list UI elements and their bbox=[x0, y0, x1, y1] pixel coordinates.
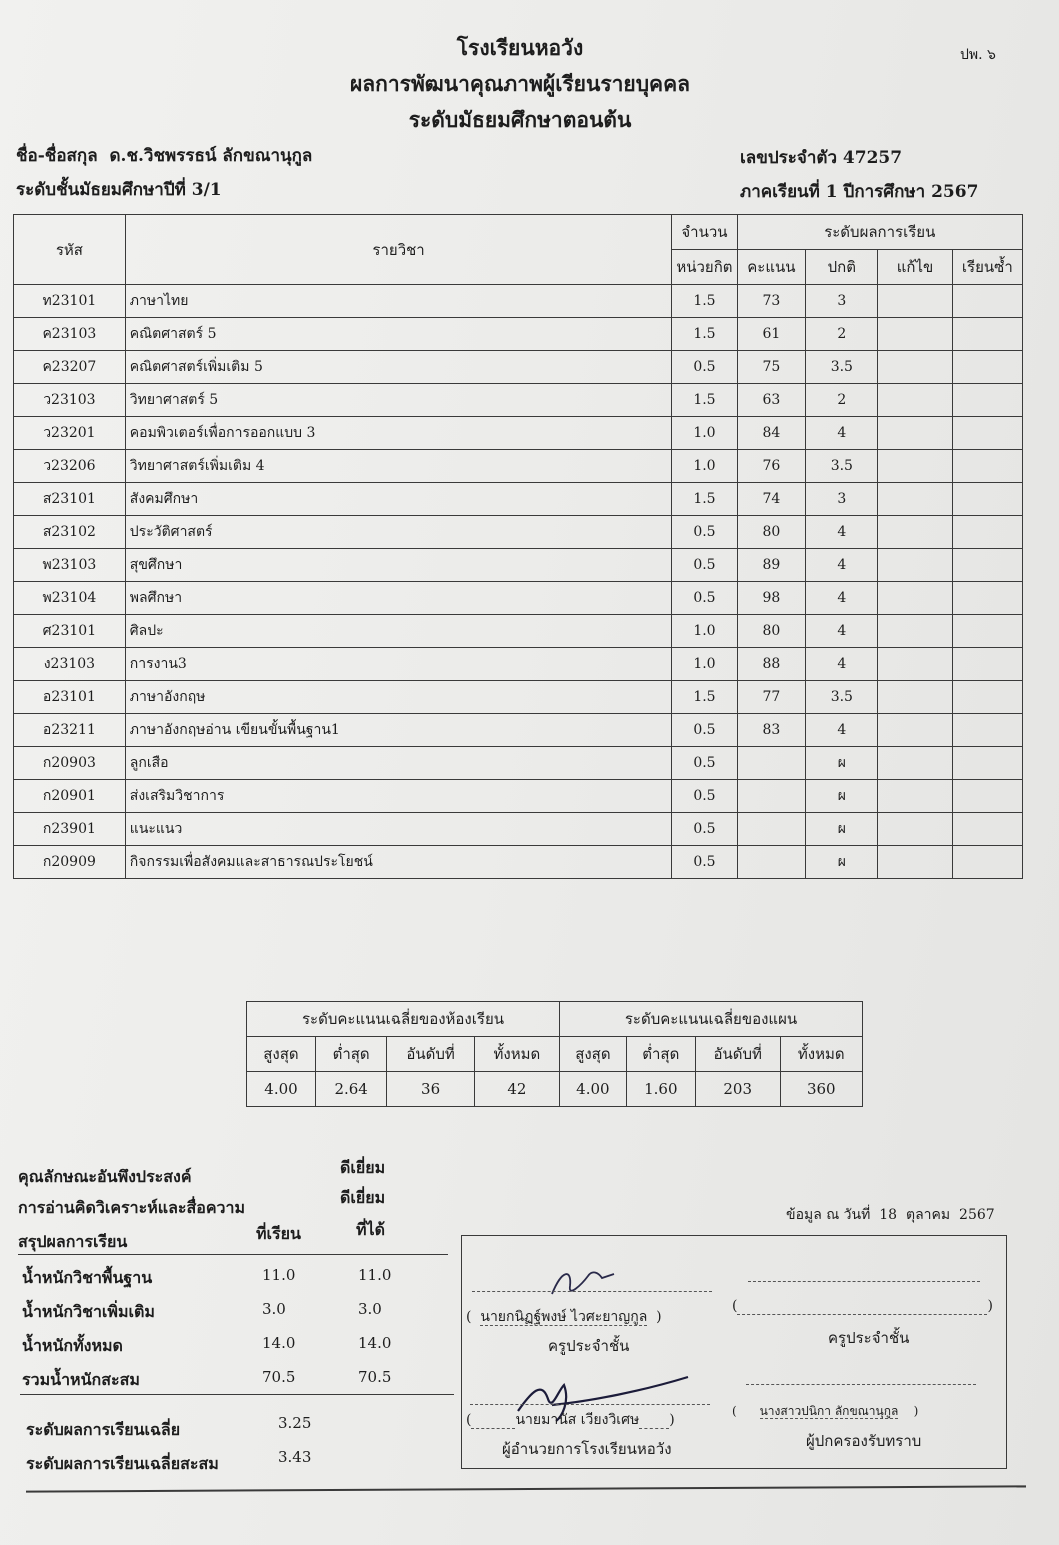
row-subject: คอมพิวเตอร์เพื่อการออกแบบ 3 bbox=[125, 417, 672, 450]
row-code: อ23211 bbox=[14, 714, 126, 747]
form-code: ปพ. ๖ bbox=[960, 47, 996, 63]
desirable-label: คุณลักษณะอันพึงประสงค์ bbox=[18, 1167, 192, 1186]
program-total: 360 bbox=[780, 1072, 862, 1107]
table-row bbox=[14, 681, 1023, 714]
row-repeat bbox=[952, 450, 1022, 483]
summary-divider-mid bbox=[20, 1394, 454, 1395]
header-subject: รายวิชา bbox=[125, 215, 672, 285]
program-rank: 203 bbox=[695, 1072, 780, 1107]
row-subject: ลูกเสือ bbox=[125, 747, 672, 780]
teacher1-name-row: ( นายกนิฏฐ์พงษ์ ไวศะยาญกูล ) bbox=[466, 1309, 662, 1325]
row-credits: 1.5 bbox=[672, 681, 737, 714]
row-grade: 4 bbox=[806, 648, 878, 681]
row-corrected bbox=[878, 582, 952, 615]
row-repeat bbox=[952, 318, 1022, 351]
grade-value: 3/1 bbox=[191, 180, 222, 200]
result-summary-label: สรุปผลการเรียน bbox=[18, 1232, 128, 1251]
class-total: 42 bbox=[474, 1072, 559, 1107]
header-repeat: เรียนซ้ำ bbox=[952, 250, 1022, 285]
row-credits: 0.5 bbox=[672, 582, 737, 615]
summary-row-studied: 3.0 bbox=[262, 1300, 286, 1318]
table-row bbox=[14, 813, 1023, 846]
class-max: 4.00 bbox=[247, 1072, 316, 1107]
parent-name: นางสาวปนิกา ลักขณานุกูล bbox=[759, 1404, 899, 1418]
table-row bbox=[14, 516, 1023, 549]
student-name-row bbox=[16, 142, 312, 169]
row-code: ก23901 bbox=[14, 813, 126, 846]
gpa-label: ระดับผลการเรียนเฉลี่ย bbox=[26, 1420, 181, 1439]
table-row bbox=[14, 846, 1023, 879]
row-grade: 4 bbox=[806, 582, 878, 615]
row-repeat bbox=[952, 549, 1022, 582]
summary-row-studied: 70.5 bbox=[262, 1368, 296, 1386]
table-row bbox=[14, 483, 1023, 516]
row-subject: คณิตศาสตร์เพิ่มเติม 5 bbox=[125, 351, 672, 384]
summary-row-label: น้ำหนักวิชาพื้นฐาน bbox=[22, 1268, 153, 1287]
summary-row-earned: 3.0 bbox=[358, 1300, 382, 1318]
row-code: ค23207 bbox=[14, 351, 126, 384]
header-result-group: ระดับผลการเรียน bbox=[737, 215, 1022, 250]
row-code: ศ23101 bbox=[14, 615, 126, 648]
teacher1-role: ครูประจำชั้น bbox=[548, 1337, 630, 1355]
row-subject: ส่งเสริมวิชาการ bbox=[125, 780, 672, 813]
data-date-day: 18 bbox=[879, 1207, 898, 1223]
term-row bbox=[740, 178, 978, 205]
row-score: 76 bbox=[737, 450, 806, 483]
table-row bbox=[14, 582, 1023, 615]
student-id-row bbox=[740, 144, 902, 171]
table-row bbox=[14, 714, 1023, 747]
parent-sign-line bbox=[746, 1384, 976, 1385]
cum-gpa-label: ระดับผลการเรียนเฉลี่ยสะสม bbox=[26, 1454, 219, 1473]
report-title: ผลการพัฒนาคุณภาพผู้เรียนรายบุคคล bbox=[349, 71, 691, 96]
row-score: 63 bbox=[737, 384, 806, 417]
row-corrected bbox=[878, 813, 952, 846]
reading-label: การอ่านคิดวิเคราะห์และสื่อความ bbox=[18, 1198, 246, 1217]
row-grade: 3.5 bbox=[806, 450, 878, 483]
row-score: 74 bbox=[737, 483, 806, 516]
row-code: พ23103 bbox=[14, 549, 126, 582]
class-col-min: ต่ำสุด bbox=[315, 1037, 386, 1072]
row-repeat bbox=[952, 384, 1022, 417]
row-score: 61 bbox=[737, 318, 806, 351]
teacher2-sign-line bbox=[748, 1281, 980, 1282]
row-corrected bbox=[878, 615, 952, 648]
row-subject: ภาษาอังกฤษ bbox=[125, 681, 672, 714]
row-grade: 4 bbox=[806, 615, 878, 648]
row-score bbox=[737, 747, 806, 780]
row-subject: ภาษาอังกฤษอ่าน เขียนขั้นพื้นฐาน1 bbox=[125, 714, 672, 747]
summary-row-earned: 11.0 bbox=[358, 1266, 392, 1284]
director-name-row: ( นายมานัส เวียงวิเศษ ) bbox=[466, 1412, 675, 1428]
data-date-year: 2567 bbox=[959, 1207, 995, 1223]
row-repeat bbox=[952, 483, 1022, 516]
row-corrected bbox=[878, 450, 952, 483]
summary-row-studied: 11.0 bbox=[262, 1266, 296, 1284]
program-col-min: ต่ำสุด bbox=[626, 1037, 695, 1072]
class-col-rank: อันดับที่ bbox=[387, 1037, 475, 1072]
row-code: ค23103 bbox=[14, 318, 126, 351]
row-score: 73 bbox=[737, 285, 806, 318]
student-name: ด.ช.วิชพรรธน์ ลักขณานุกูล bbox=[109, 146, 313, 166]
row-credits: 0.5 bbox=[672, 846, 737, 879]
row-score: 80 bbox=[737, 516, 806, 549]
row-subject: พลศึกษา bbox=[125, 582, 672, 615]
row-code: ก20903 bbox=[14, 747, 126, 780]
program-col-max: สูงสุด bbox=[560, 1037, 627, 1072]
table-row bbox=[14, 615, 1023, 648]
summary-row-studied: 14.0 bbox=[262, 1334, 296, 1352]
row-repeat bbox=[952, 747, 1022, 780]
row-code: ส23101 bbox=[14, 483, 126, 516]
row-subject: ภาษาไทย bbox=[125, 285, 672, 318]
row-subject: สุขศึกษา bbox=[125, 549, 672, 582]
bottom-rule bbox=[26, 1485, 1026, 1492]
header-normal: ปกติ bbox=[806, 250, 878, 285]
cum-gpa-value: 3.43 bbox=[278, 1448, 312, 1466]
row-grade: 4 bbox=[806, 516, 878, 549]
row-score: 89 bbox=[737, 549, 806, 582]
row-subject: คณิตศาสตร์ 5 bbox=[125, 318, 672, 351]
row-grade: 4 bbox=[806, 549, 878, 582]
row-score: 80 bbox=[737, 615, 806, 648]
table-row bbox=[14, 648, 1023, 681]
table-row bbox=[14, 747, 1023, 780]
header-credits-bottom: หน่วยกิต bbox=[672, 250, 737, 285]
row-score bbox=[737, 780, 806, 813]
row-credits: 0.5 bbox=[672, 351, 737, 384]
row-credits: 0.5 bbox=[672, 747, 737, 780]
program-min: 1.60 bbox=[626, 1072, 695, 1107]
row-code: ท23101 bbox=[14, 285, 126, 318]
school-name: โรงเรียนหอวัง bbox=[456, 35, 584, 60]
signature-box bbox=[461, 1235, 1007, 1469]
row-corrected bbox=[878, 285, 952, 318]
row-grade: 3.5 bbox=[806, 351, 878, 384]
teacher-signature-mark bbox=[542, 1264, 622, 1304]
table-row bbox=[14, 351, 1023, 384]
row-repeat bbox=[952, 648, 1022, 681]
row-corrected bbox=[878, 384, 952, 417]
row-repeat bbox=[952, 615, 1022, 648]
row-credits: 0.5 bbox=[672, 516, 737, 549]
header-score: คะแนน bbox=[737, 250, 806, 285]
class-col-total: ทั้งหมด bbox=[474, 1037, 559, 1072]
row-repeat bbox=[952, 846, 1022, 879]
row-score: 83 bbox=[737, 714, 806, 747]
table-row bbox=[14, 417, 1023, 450]
program-col-total: ทั้งหมด bbox=[780, 1037, 862, 1072]
row-credits: 1.5 bbox=[672, 318, 737, 351]
row-code: ส23102 bbox=[14, 516, 126, 549]
data-date-label: ข้อมูล ณ วันที่ bbox=[786, 1207, 871, 1223]
row-credits: 1.0 bbox=[672, 648, 737, 681]
summary-row-earned: 14.0 bbox=[358, 1334, 392, 1352]
level-title: ระดับมัธยมศึกษาตอนต้น bbox=[408, 107, 632, 132]
summary-row-earned: 70.5 bbox=[358, 1368, 392, 1386]
row-code: ก20901 bbox=[14, 780, 126, 813]
row-corrected bbox=[878, 681, 952, 714]
row-code: อ23101 bbox=[14, 681, 126, 714]
class-rank: 36 bbox=[387, 1072, 475, 1107]
row-grade: 3 bbox=[806, 285, 878, 318]
table-row bbox=[14, 285, 1023, 318]
student-id-label: เลขประจำตัว bbox=[740, 148, 837, 168]
year-label: ปีการศึกษา bbox=[843, 182, 926, 202]
row-score: 77 bbox=[737, 681, 806, 714]
col-studied: ที่เรียน bbox=[256, 1224, 301, 1243]
row-subject: การงาน3 bbox=[125, 648, 672, 681]
table-row bbox=[14, 450, 1023, 483]
row-grade: ผ bbox=[806, 813, 878, 846]
summary-row-label: รวมน้ำหนักสะสม bbox=[22, 1370, 140, 1389]
term-value: 1 bbox=[825, 182, 838, 202]
row-subject: ศิลปะ bbox=[125, 615, 672, 648]
teacher2-role: ครูประจำชั้น bbox=[828, 1329, 910, 1347]
table-row bbox=[14, 549, 1023, 582]
row-code: ง23103 bbox=[14, 648, 126, 681]
program-average-title: ระดับคะแนนเฉลี่ยของแผน bbox=[560, 1002, 863, 1037]
row-subject: แนะแนว bbox=[125, 813, 672, 846]
row-corrected bbox=[878, 483, 952, 516]
reading-value: ดีเยี่ยม bbox=[340, 1188, 386, 1207]
parent-role: ผู้ปกครองรับทราบ bbox=[806, 1432, 922, 1450]
term-label: ภาคเรียนที่ bbox=[740, 182, 820, 202]
row-grade: ผ bbox=[806, 747, 878, 780]
row-repeat bbox=[952, 714, 1022, 747]
row-credits: 1.5 bbox=[672, 483, 737, 516]
row-corrected bbox=[878, 747, 952, 780]
table-row bbox=[14, 780, 1023, 813]
row-repeat bbox=[952, 681, 1022, 714]
grade-label: ระดับชั้นมัธยมศึกษาปีที่ bbox=[16, 180, 186, 200]
row-repeat bbox=[952, 516, 1022, 549]
row-repeat bbox=[952, 417, 1022, 450]
row-credits: 0.5 bbox=[672, 780, 737, 813]
data-date bbox=[786, 1204, 995, 1226]
grades-body bbox=[14, 285, 1023, 879]
row-corrected bbox=[878, 648, 952, 681]
row-corrected bbox=[878, 417, 952, 450]
header-corrected: แก้ไข bbox=[878, 250, 952, 285]
row-score: 98 bbox=[737, 582, 806, 615]
row-repeat bbox=[952, 813, 1022, 846]
row-subject: ประวัติศาสตร์ bbox=[125, 516, 672, 549]
data-date-month: ตุลาคม bbox=[905, 1207, 951, 1223]
teacher1-name: นายกนิฏฐ์พงษ์ ไวศะยาญกูล bbox=[480, 1309, 648, 1325]
table-row bbox=[14, 318, 1023, 351]
row-code: ว23103 bbox=[14, 384, 126, 417]
row-repeat bbox=[952, 780, 1022, 813]
row-subject: วิทยาศาสตร์ 5 bbox=[125, 384, 672, 417]
row-grade: 4 bbox=[806, 714, 878, 747]
row-subject: กิจกรรมเพื่อสังคมและสาธารณประโยชน์ bbox=[125, 846, 672, 879]
director-name: นายมานัส เวียงวิเศษ bbox=[515, 1412, 640, 1428]
row-subject: วิทยาศาสตร์เพิ่มเติม 4 bbox=[125, 450, 672, 483]
summary-divider-top bbox=[18, 1254, 448, 1255]
row-score: 88 bbox=[737, 648, 806, 681]
row-credits: 1.5 bbox=[672, 285, 737, 318]
row-corrected bbox=[878, 351, 952, 384]
row-grade: 2 bbox=[806, 318, 878, 351]
row-corrected bbox=[878, 318, 952, 351]
teacher2-name-row: ( ) bbox=[732, 1298, 993, 1314]
row-code: ว23201 bbox=[14, 417, 126, 450]
summary-row-label: น้ำหนักทั้งหมด bbox=[22, 1336, 123, 1355]
row-code: ก20909 bbox=[14, 846, 126, 879]
teacher1-sign-line bbox=[472, 1291, 712, 1292]
student-id: 47257 bbox=[842, 148, 903, 168]
row-repeat bbox=[952, 582, 1022, 615]
gpa-value: 3.25 bbox=[278, 1414, 312, 1432]
row-credits: 1.5 bbox=[672, 384, 737, 417]
table-row bbox=[14, 384, 1023, 417]
row-corrected bbox=[878, 516, 952, 549]
row-repeat bbox=[952, 351, 1022, 384]
row-corrected bbox=[878, 714, 952, 747]
parent-name-row: ( นางสาวปนิกา ลักขณานุกูล ) bbox=[732, 1404, 919, 1418]
row-subject: สังคมศึกษา bbox=[125, 483, 672, 516]
row-corrected bbox=[878, 780, 952, 813]
row-score: 75 bbox=[737, 351, 806, 384]
year-value: 2567 bbox=[931, 182, 979, 202]
averages-table bbox=[246, 1001, 863, 1107]
desirable-value: ดีเยี่ยม bbox=[340, 1158, 386, 1177]
class-average-title: ระดับคะแนนเฉลี่ยของห้องเรียน bbox=[247, 1002, 560, 1037]
program-col-rank: อันดับที่ bbox=[695, 1037, 780, 1072]
director-role: ผู้อำนวยการโรงเรียนหอวัง bbox=[502, 1440, 672, 1458]
row-score bbox=[737, 813, 806, 846]
row-score: 84 bbox=[737, 417, 806, 450]
director-sign-line bbox=[470, 1404, 710, 1405]
row-grade: 4 bbox=[806, 417, 878, 450]
header-credits-top: จำนวน bbox=[672, 215, 737, 250]
program-max: 4.00 bbox=[560, 1072, 627, 1107]
header-code: รหัส bbox=[14, 215, 126, 285]
row-credits: 0.5 bbox=[672, 549, 737, 582]
col-earned: ที่ได้ bbox=[356, 1220, 385, 1239]
row-grade: 3 bbox=[806, 483, 878, 516]
row-score bbox=[737, 846, 806, 879]
row-grade: ผ bbox=[806, 780, 878, 813]
row-corrected bbox=[878, 846, 952, 879]
row-grade: 2 bbox=[806, 384, 878, 417]
row-credits: 1.0 bbox=[672, 615, 737, 648]
summary-row-label: น้ำหนักวิชาเพิ่มเติม bbox=[22, 1302, 155, 1321]
row-repeat bbox=[952, 285, 1022, 318]
row-credits: 1.0 bbox=[672, 417, 737, 450]
row-corrected bbox=[878, 549, 952, 582]
row-grade: 3.5 bbox=[806, 681, 878, 714]
class-col-max: สูงสุด bbox=[247, 1037, 316, 1072]
grades-table bbox=[13, 214, 1023, 879]
row-code: พ23104 bbox=[14, 582, 126, 615]
row-credits: 1.0 bbox=[672, 450, 737, 483]
student-name-label: ชื่อ-ชื่อสกุล bbox=[16, 146, 98, 166]
row-code: ว23206 bbox=[14, 450, 126, 483]
class-min: 2.64 bbox=[315, 1072, 386, 1107]
row-credits: 0.5 bbox=[672, 714, 737, 747]
row-credits: 0.5 bbox=[672, 813, 737, 846]
row-grade: ผ bbox=[806, 846, 878, 879]
grade-row bbox=[16, 176, 222, 203]
